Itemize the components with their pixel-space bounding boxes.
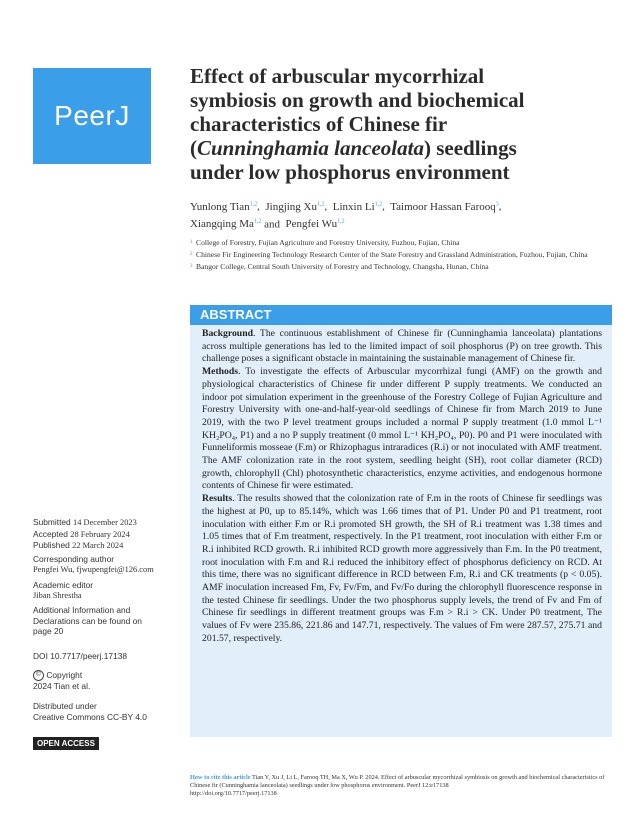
abstract-heading: ABSTRACT xyxy=(200,307,272,322)
copyright-icon: © xyxy=(33,670,44,681)
title-line: Effect of arbuscular mycorrhizal xyxy=(190,64,485,88)
title-line: characteristics of Chinese fir xyxy=(190,112,448,136)
title-line: symbiosis on growth and biochemical xyxy=(190,88,525,112)
citation: How to cite this article Tian Y, Xu J, Li L, Farooq TH, Ma X, Wu P. 2024. Effect of arbuscular mycorrhizal symbiosis on growth and biochemical characteristics of Chinese fir (Cunninghamia lanceolata) seedlings under low phosphorus environment. PeerJ 12:e17138 http://doi.org/10.7717/peerj.17138 xyxy=(190,774,605,797)
peerj-logo xyxy=(33,68,151,164)
license-link[interactable]: Creative Commons CC-BY 4.0 xyxy=(33,711,147,722)
author-list: Yunlong Tian$^{1,2}$, Jingjing Xu$^{1,2}$, Linxin Li$^{1,2}$, Taimoor Hassan Farooq$^3$, Xiangqing Ma$^{1,2}$ and Pengfei Wu$^{1,2}$ xyxy=(190,200,502,231)
abstract-results: Results. The results showed that the colonization rate of F.m in the roots of Chinese fir seedlings was the highest at P0, up to 85.14%, which was 1.66 times that of P1. Under P0 and P1 treatment, root inoculation with either F.m or R.i promoted SH growth, the SH of R.i treatment was 1.38 times and 1.05 times that of F.m treatment, respectively. In the P1 treatment, root inoculation with either F.m or R.i inhibited RCD growth. R.i inhibited RCD growth more aggressively than F.m. In the P0 treatment, root inoculation with F.m and R.i reduced the inhibitory effect of phosphorus deficiency on RCD. At this time, there was no significant difference in RCD between F.m, R.i and CK treatments (p < 0.05). AMF inoculation increased Fm, Fv, Fv/Fm, and Fv/Fo during the chlorophyll fluorescence response in the tested Chinese fir seedlings. Under the two phosphorus supply levels, the trend of Fv and Fm of Chinese fir seedlings in different treatment groups was F.m > R.i > CK. Under P0 treatment, The values of Fv were 235.86, 221.86 and 147.71, respectively. The values of Fm were 287.57, 275.71 and 201.57, respectively. xyxy=(202,493,602,644)
title-species: Cunninghamia lanceolata xyxy=(197,136,424,160)
abstract-background: Background. The continuous establishment of Chinese fir (Cunninghamia lanceolata) plantations across multiple generations has led to the limited impact of soil phosphorus (P) on tree growth. This challenge poses a significant obstacle in maintaining the sustainable management of Chinese fir. xyxy=(202,328,602,365)
dates: Submitted 14 December 2023 Accepted 28 February 2024 Published 22 March 2024 xyxy=(33,517,137,550)
affiliation: 2 Chinese Fir Engineering Technology Research Center of the State Forestry and Grassland Administration, Fuzhou, Fujian, China xyxy=(190,250,588,259)
corresponding-email[interactable]: Pengfei Wu, fjwupengfei@126.com xyxy=(33,564,154,574)
logo-text: PeerJ xyxy=(54,100,130,131)
doi[interactable]: DOI 10.7717/peerj.17138 xyxy=(33,651,128,661)
author[interactable]: Jingjing Xu$^{1,2}$ xyxy=(265,200,325,213)
license: Distributed under Creative Commons CC-BY 4.0 xyxy=(33,701,147,722)
open-access-badge: OPEN ACCESS xyxy=(33,737,99,750)
affiliations xyxy=(190,238,610,274)
additional-info[interactable]: Additional Information and Declarations can be found on page 20 xyxy=(33,605,142,636)
title-line: under low phosphorus environment xyxy=(190,160,510,184)
corresponding-author: Corresponding author Pengfei Wu, fjwupengfei@126.com xyxy=(33,554,183,575)
abstract-methods: Methods. To investigate the effects of Arbuscular mycorrhizal fungi (AMF) on the growth and physiological characteristics of Chinese fir under different P supply treatments. We conducted an indoor pot simulation experiment in the greenhouse of the Forestry College of Fujian Agriculture and Forestry University with one-and-half-year-old seedlings of Chinese fir from March 2019 to June 2019, with the two P level treatment groups included a normal P supply treatment (1.0 mmol L⁻¹ KH₂PO₄, P1) and a no P supply treatment (0 mmol L⁻¹ KH₂PO₄, P0). P0 and P1 were inoculated with Funneliformis mosseae (F.m) or Rhizophagus intraradices (R.i) or not inoculated with AMF treatment. The AMF colonization rate in the root system, seedling height (SH), root collar diameter (RCD) growth, chlorophyll (Chl) photosynthetic characteristics, enzyme activities, and endogenous hormone contents of Chinese fir were estimated. xyxy=(202,366,602,492)
author[interactable]: Linxin Li$^{1,2}$ xyxy=(332,200,383,213)
article-title: Effect of arbuscular mycorrhizal symbiosis on growth and biochemical characteristics of Chinese fir (Cunninghamia lanceolata) seedlings under low phosphorus environment xyxy=(190,64,525,184)
author[interactable]: Yunlong Tian$^{1,2}$ xyxy=(190,200,258,213)
affiliation: 1 College of Forestry, Fujian Agriculture and Forestry University, Fuzhou, Fujian, China xyxy=(190,238,460,247)
abstract-heading-bar xyxy=(190,305,612,325)
author[interactable]: Taimoor Hassan Farooq$^3$ xyxy=(390,200,499,213)
author[interactable]: Pengfei Wu$^{1,2}$ xyxy=(285,218,345,231)
citation-url[interactable]: http://doi.org/10.7717/peerj.17138 xyxy=(190,790,277,797)
title-line: seedlings xyxy=(430,136,517,160)
academic-editor: Academic editor Jiban Shrestha xyxy=(33,580,94,600)
abstract-body xyxy=(202,328,602,646)
copyright: © Copyright 2024 Tian et al. xyxy=(33,670,91,692)
author[interactable]: Xiangqing Ma$^{1,2}$ xyxy=(190,218,262,231)
affiliation: 3 Bangor College, Central South University of Forestry and Technology, Changsha, Hunan, China xyxy=(190,262,489,271)
